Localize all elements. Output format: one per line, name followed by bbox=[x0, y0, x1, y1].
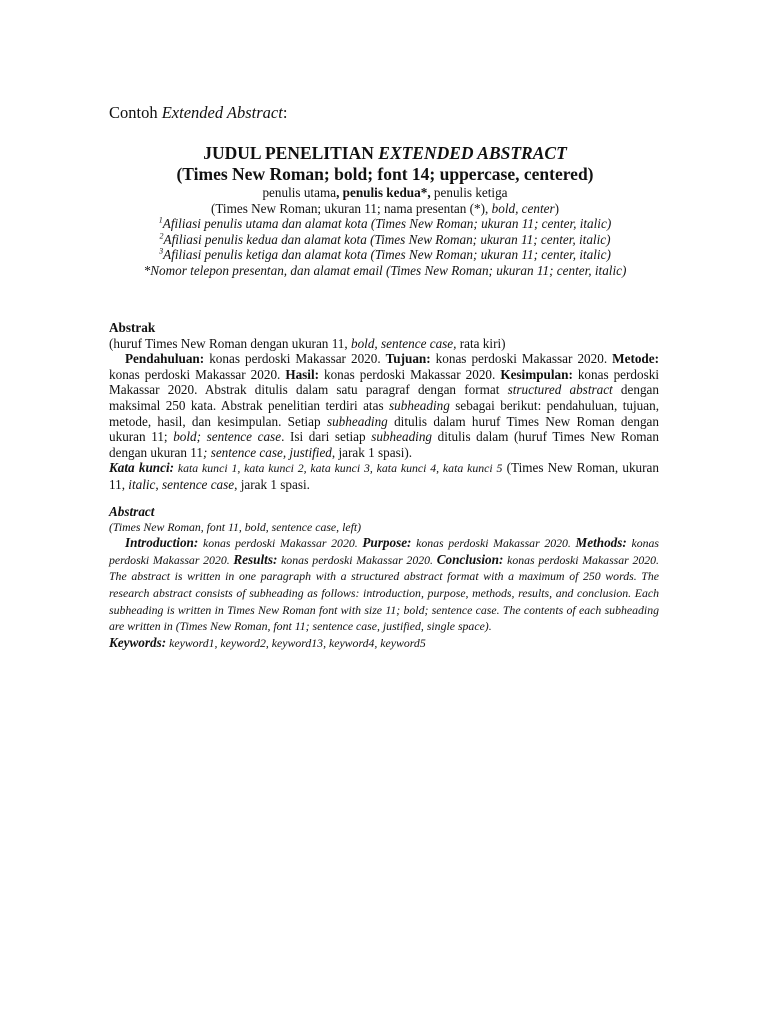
abstrak-format-italic: bold, sentence case, bbox=[350, 335, 457, 351]
abstrak-format-plain-2: rata kiri) bbox=[456, 335, 506, 351]
contact-note: *Nomor telepon presentan, dan alamat email (Times New Roman; ukuran 11; center, italic) bbox=[143, 262, 627, 278]
abstrak-i-structured: structured abstract bbox=[507, 382, 613, 398]
abstract-t-purpose: konas perdoski Makassar 2020. bbox=[411, 536, 576, 551]
abstrak-i-subheading-1: subheading bbox=[389, 397, 450, 413]
author-2: penulis kedua* bbox=[342, 185, 428, 200]
author-note-close: ) bbox=[554, 200, 560, 216]
abstrak-kw-i1: italic bbox=[128, 476, 156, 492]
abstrak-format-note bbox=[109, 336, 659, 352]
intro-line bbox=[109, 103, 287, 123]
abstrak-t-k7: , jarak 1 spasi). bbox=[331, 444, 413, 460]
affiliation-2-text: Afiliasi penulis kedua dan alamat kota (Times New Roman; ukuran 11; center, italic) bbox=[163, 231, 611, 247]
abstrak-t-k3: sebagai berikut: pendahuluan, tujuan, metode, hasil, dan kesimpulan. Setiap bbox=[109, 397, 660, 429]
abstrak-h-pendahuluan: Pendahuluan: bbox=[125, 351, 205, 367]
abstrak-keywords bbox=[109, 460, 659, 492]
abstrak-i-scj: ; sentence case, justified bbox=[203, 444, 332, 460]
title-bold-italic: EXTENDED ABSTRACT bbox=[378, 143, 567, 163]
abstract-section bbox=[109, 504, 659, 651]
paper-title bbox=[100, 143, 670, 164]
abstract-body bbox=[109, 535, 659, 635]
abstrak-kw-p2: , bbox=[155, 476, 162, 492]
author-3: penulis ketiga bbox=[430, 185, 508, 200]
abstrak-kw-p1: (Times New Roman, ukuran 11, bbox=[109, 460, 659, 492]
abstrak-i-subheading-3: subheading bbox=[371, 429, 433, 445]
abstract-kw-values: keyword1, keyword2, keyword13, keyword4, keyword5 bbox=[166, 635, 426, 650]
abstrak-t-hasil: konas perdoski Makassar 2020. bbox=[319, 366, 501, 382]
abstrak-kw-i2: sentence case bbox=[162, 476, 235, 492]
abstract-t-conclusion: konas perdoski Makassar 2020. The abstract is written in one paragraph with a structured abstract format with a maximum of 250 words. The research abstract consists of subheading as follows: introduction, purpose, methods, results, and conclusion. Each subheading is written in Times New Roman font with size 11; bold; sentence case. The contents of each subheading are written in (Times New Roman, font 11; sentence case, justified, single space). bbox=[109, 552, 659, 634]
intro-prefix: Contoh bbox=[109, 103, 162, 122]
abstrak-t-k2: dengan maksimal 250 kata. Abstrak penelitian terdiri atas bbox=[109, 382, 660, 413]
affiliation-3 bbox=[100, 247, 670, 263]
author-note-plain: (Times New Roman; ukuran 11; nama presentan (*), bbox=[210, 200, 492, 216]
title-bold: JUDUL PENELITIAN bbox=[203, 143, 379, 163]
title-format-note: (Times New Roman; bold; font 14; uppercase, centered) bbox=[176, 164, 594, 184]
abstrak-t-k1: konas perdoski Makassar 2020. Abstrak ditulis dalam satu paragraf dengan format bbox=[109, 366, 660, 398]
author-format-note bbox=[100, 201, 670, 217]
abstrak-kw-label: Kata kunci: bbox=[109, 460, 175, 476]
abstrak-kw-p3: , jarak 1 spasi. bbox=[234, 476, 310, 492]
abstract-h-results: Results: bbox=[233, 551, 278, 567]
abstrak-body bbox=[109, 351, 659, 460]
abstrak-heading: Abstrak bbox=[109, 320, 156, 335]
abstract-keywords bbox=[109, 635, 659, 652]
abstract-h-methods: Methods: bbox=[575, 535, 627, 551]
affiliation-1 bbox=[100, 216, 670, 232]
abstract-heading: Abstract bbox=[109, 504, 155, 519]
author-sep-1: , bbox=[336, 185, 343, 200]
abstract-format-note: (Times New Roman, font 11, bold, sentence case, left) bbox=[109, 519, 362, 534]
abstract-t-results: konas perdoski Makassar 2020. bbox=[277, 552, 437, 567]
abstract-h-intro: Introduction: bbox=[125, 535, 199, 551]
abstract-h-purpose: Purpose: bbox=[362, 535, 412, 551]
title-block bbox=[100, 143, 670, 278]
abstract-kw-label: Keywords: bbox=[109, 634, 167, 650]
affiliation-3-text: Afiliasi penulis ketiga dan alamat kota (Times New Roman; ukuran 11; center, italic) bbox=[163, 247, 611, 262]
abstrak-t-k6: ditulis dalam (huruf Times New Roman dengan ukuran 11 bbox=[109, 429, 660, 460]
intro-title: Extended Abstract bbox=[161, 103, 283, 122]
affiliation-1-number: 1 bbox=[158, 215, 163, 225]
abstrak-section bbox=[109, 320, 659, 493]
abstrak-t-metode: konas perdoski Makassar 2020. bbox=[109, 366, 286, 382]
affiliation-1-text: Afiliasi penulis utama dan alamat kota (Times New Roman; ukuran 11; center, italic) bbox=[162, 216, 612, 231]
intro-suffix: : bbox=[282, 103, 288, 122]
author-sep-2: , bbox=[427, 185, 431, 200]
abstrak-i-boldsc: bold; sentence case bbox=[173, 429, 282, 445]
abstrak-format-plain-1: (huruf Times New Roman dengan ukuran 11, bbox=[109, 335, 351, 351]
author-note-italic: bold, center bbox=[491, 200, 555, 216]
affiliation-3-number: 3 bbox=[159, 246, 164, 256]
abstrak-h-hasil: Hasil: bbox=[285, 366, 320, 382]
affiliation-2 bbox=[100, 232, 670, 248]
author-list bbox=[100, 185, 670, 201]
abstrak-kw-values: kata kunci 1, kata kunci 2, kata kunci 3, kata kunci 4, kata kunci 5 bbox=[174, 461, 503, 476]
abstrak-h-metode: Metode: bbox=[612, 351, 660, 367]
abstrak-t-k4: ditulis dalam huruf Times New Roman dengan ukuran 11; bbox=[109, 413, 659, 445]
abstrak-t-k5: . Isi dari setiap bbox=[281, 429, 372, 445]
abstract-t-methods: konas perdoski Makassar 2020. bbox=[109, 536, 659, 567]
abstrak-t-tujuan: konas perdoski Makassar 2020. bbox=[430, 351, 613, 367]
author-1: penulis utama bbox=[262, 185, 337, 200]
affiliation-2-number: 2 bbox=[159, 231, 164, 241]
abstrak-i-subheading-2: subheading bbox=[326, 413, 388, 429]
abstrak-h-tujuan: Tujuan: bbox=[385, 351, 431, 367]
abstrak-h-kesimpulan: Kesimpulan: bbox=[500, 366, 573, 382]
abstract-t-intro: konas perdoski Makassar 2020. bbox=[198, 536, 363, 551]
abstrak-t-pendahuluan: konas perdoski Makassar 2020. bbox=[204, 351, 386, 367]
abstract-h-conclusion: Conclusion: bbox=[436, 551, 504, 567]
